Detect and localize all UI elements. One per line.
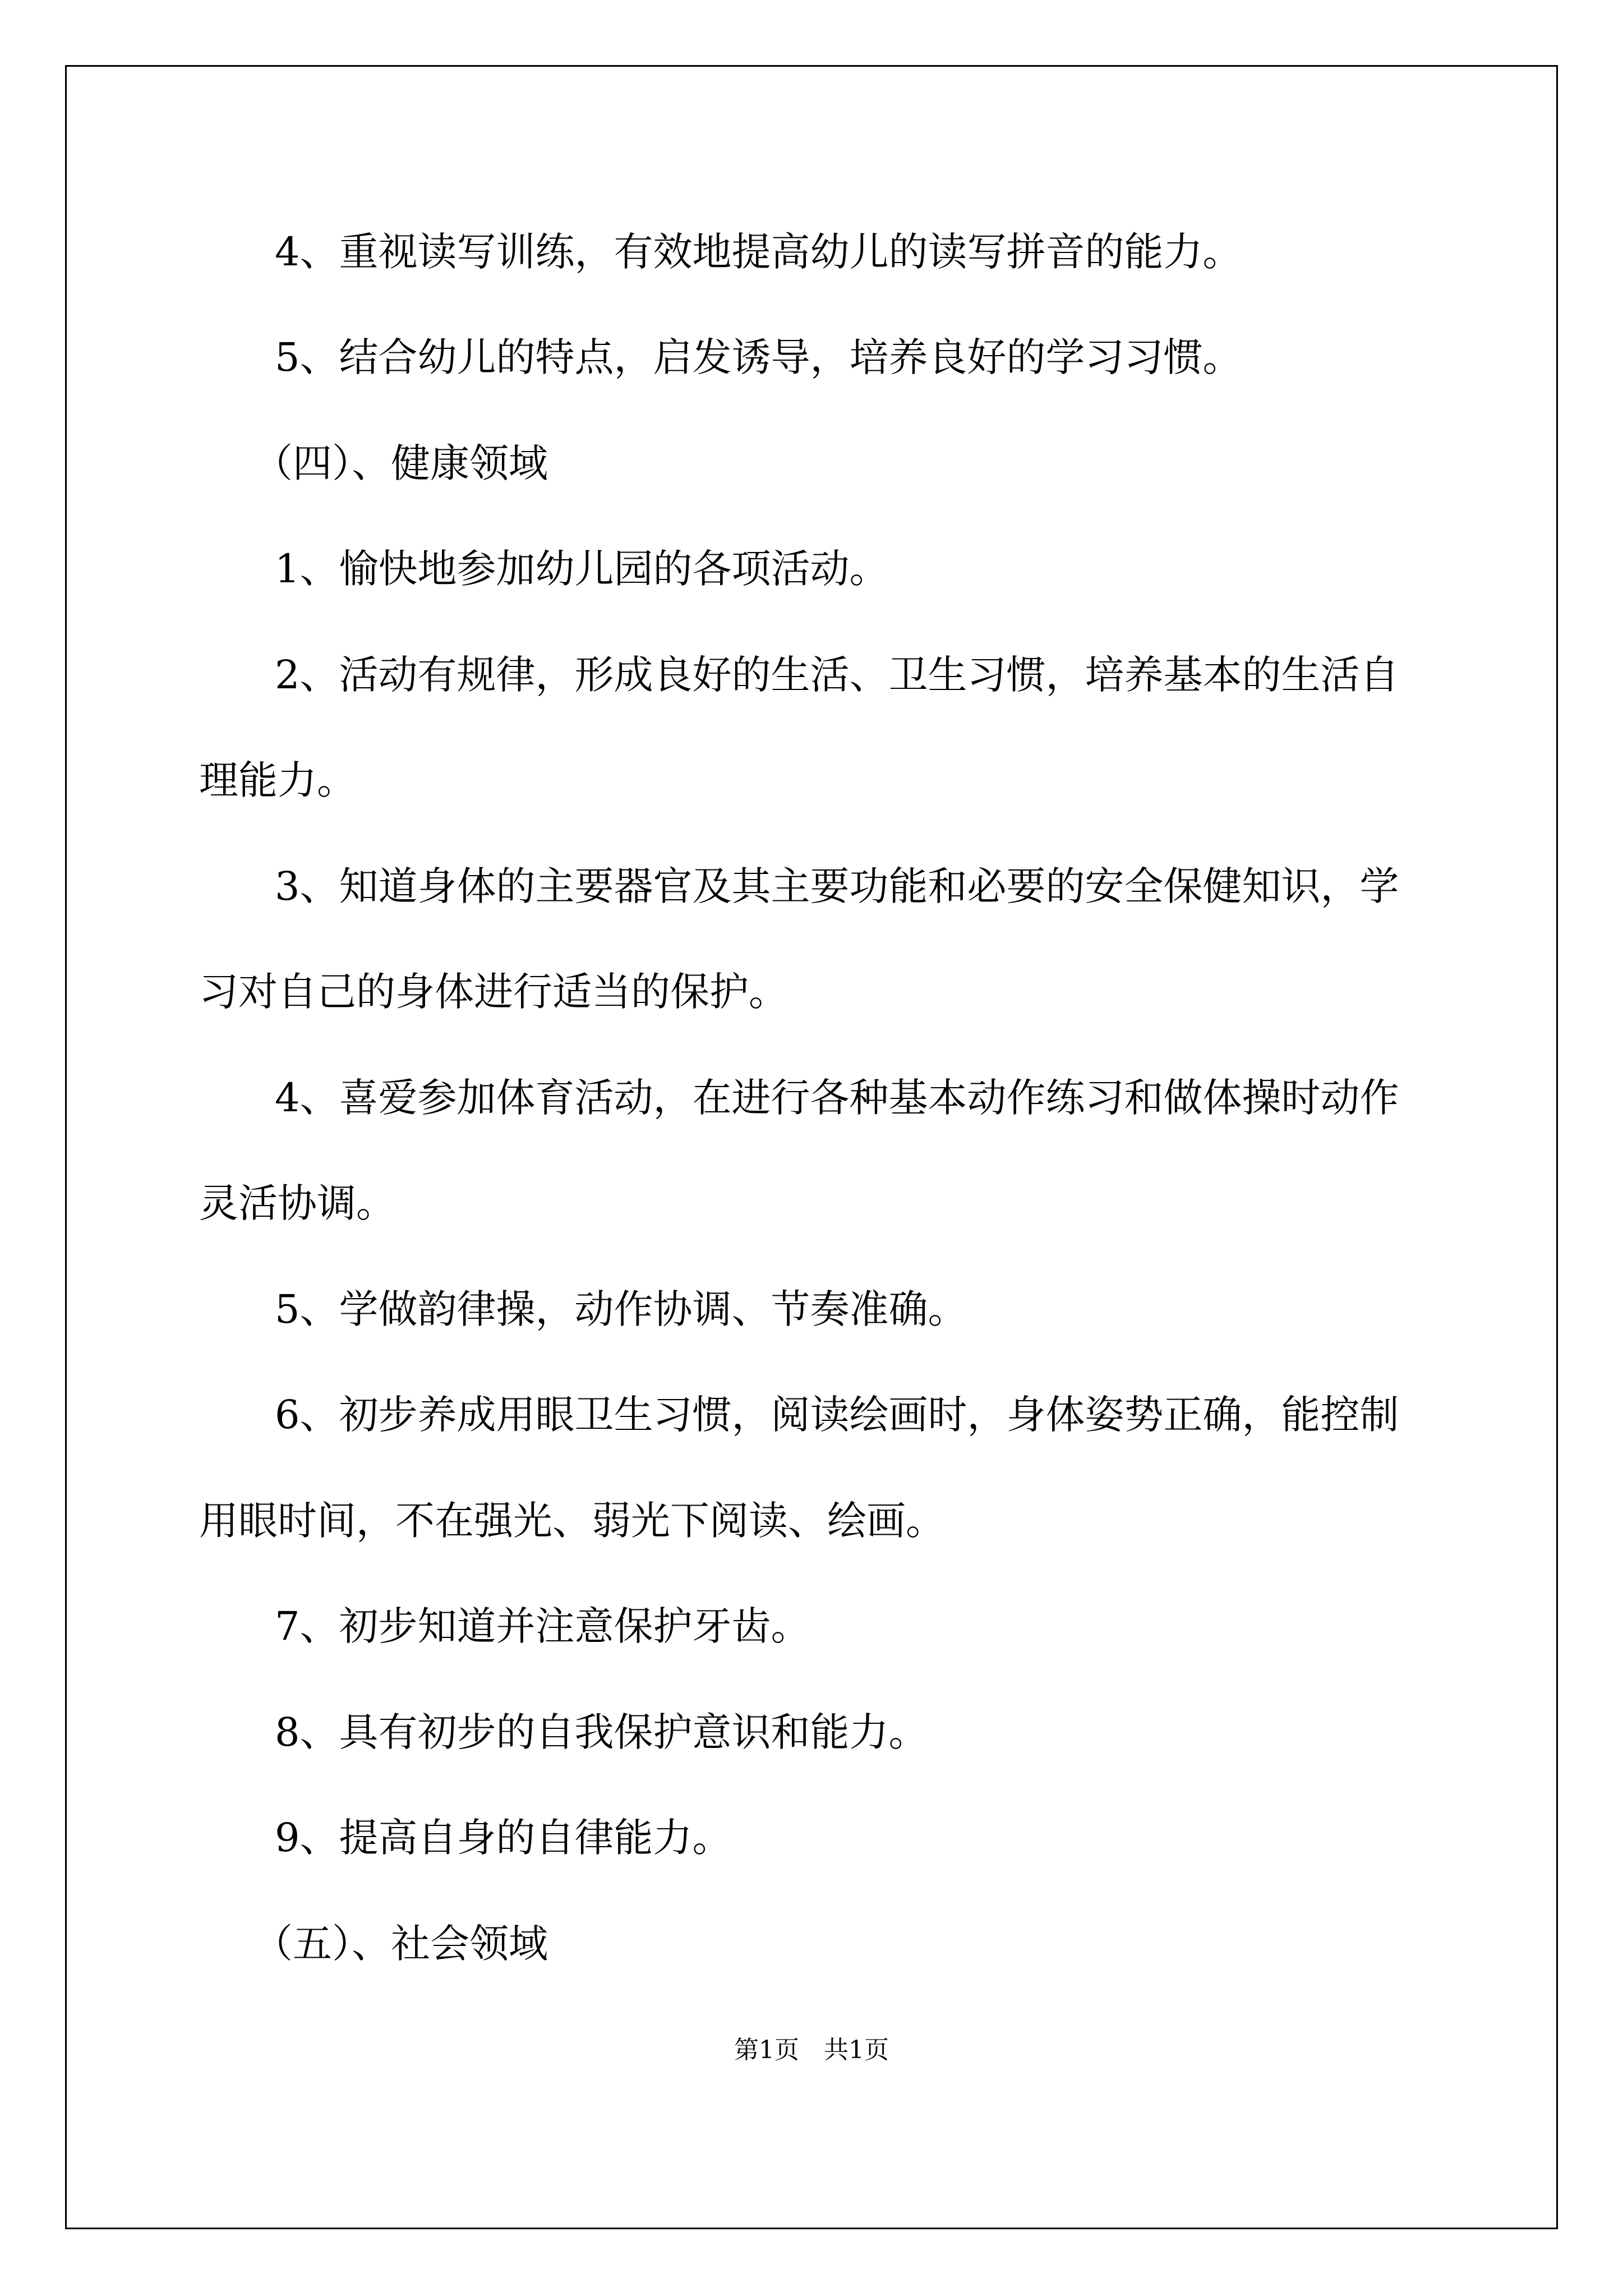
text-line: 习对自己的身体进行适当的保护。 bbox=[199, 969, 788, 1015]
text-line: 1、愉快地参加幼儿园的各项活动。 bbox=[275, 546, 889, 592]
text-line: 5、学做韵律操，动作协调、节奏准确。 bbox=[275, 1286, 967, 1332]
page-footer: 第1页 共1页 bbox=[734, 2036, 889, 2064]
text-line: 3、知道身体的主要器官及其主要功能和必要的安全保健知识，学 bbox=[275, 863, 1399, 909]
text-line: 9、提高自身的自律能力。 bbox=[275, 1815, 732, 1861]
text-line: 8、具有初步的自我保护意识和能力。 bbox=[275, 1709, 928, 1755]
text-line: 4、重视读写训练，有效地提高幼儿的读写拼音的能力。 bbox=[275, 229, 1242, 275]
section-heading: （五）、社会领域 bbox=[253, 1921, 548, 1967]
text-line: 理能力。 bbox=[199, 757, 356, 803]
text-line: 4、喜爱参加体育活动，在进行各种基本动作练习和做体操时动作 bbox=[275, 1075, 1399, 1121]
text-line: 5、结合幼儿的特点，启发诱导，培养良好的学习习惯。 bbox=[275, 334, 1242, 380]
text-line: 2、活动有规律，形成良好的生活、卫生习惯，培养基本的生活自 bbox=[275, 652, 1399, 698]
section-heading: （四）、健康领域 bbox=[253, 440, 548, 486]
text-line: 灵活协调。 bbox=[199, 1180, 395, 1226]
text-line: 用眼时间，不在强光、弱光下阅读、绘画。 bbox=[199, 1498, 945, 1544]
page-border bbox=[65, 65, 1558, 2229]
text-line: 7、初步知道并注意保护牙齿。 bbox=[275, 1603, 810, 1649]
text-line: 6、初步养成用眼卫生习惯，阅读绘画时，身体姿势正确，能控制 bbox=[275, 1392, 1399, 1438]
